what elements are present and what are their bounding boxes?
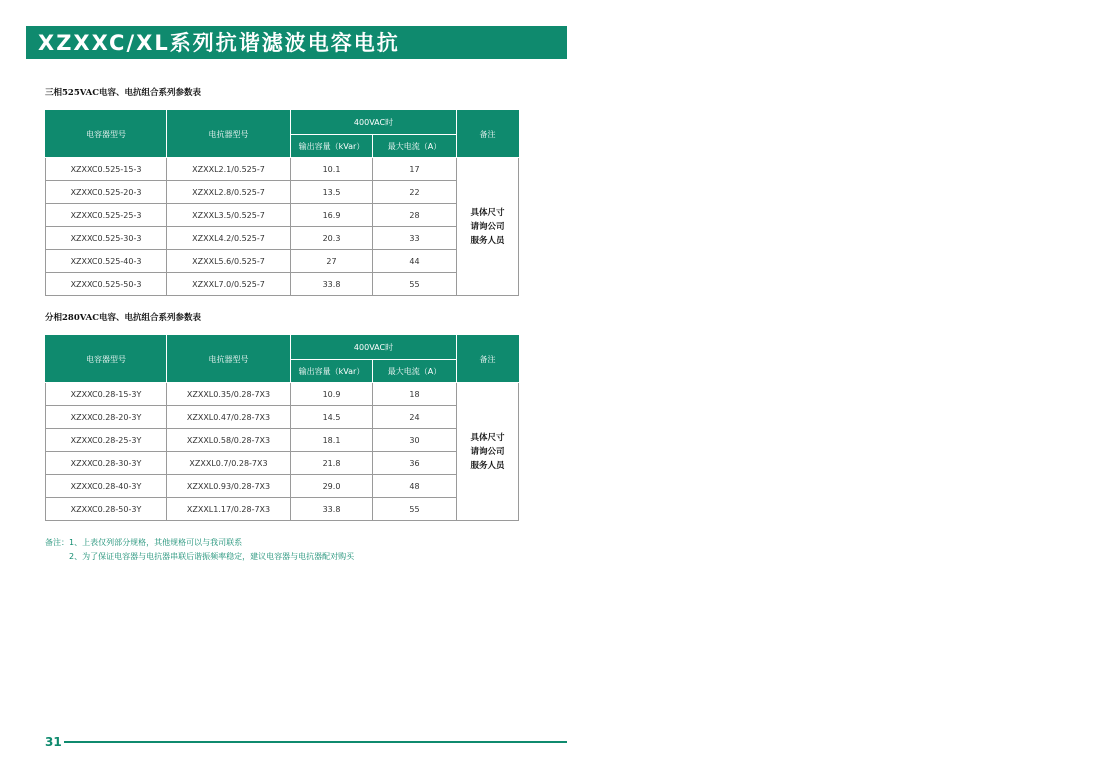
cell-remark: 具体尺寸 请询公司 服务人员 <box>457 158 519 296</box>
cell-max-current: 44 <box>373 250 457 273</box>
cell-capacitor-model: XZXXC0.28-30-3Y <box>46 452 167 475</box>
table-row <box>46 475 519 498</box>
header-voltage-group: 400VAC时 <box>291 111 457 135</box>
cell-max-current: 22 <box>373 181 457 204</box>
cell-max-current: 24 <box>373 406 457 429</box>
table-row <box>46 273 519 296</box>
cell-output-capacity: 13.5 <box>291 181 373 204</box>
cell-output-capacity: 20.3 <box>291 227 373 250</box>
table-row <box>46 383 519 406</box>
cell-max-current: 30 <box>373 429 457 452</box>
cell-reactor-model: XZXXL0.7/0.28-7X3 <box>167 452 291 475</box>
cell-output-capacity: 33.8 <box>291 498 373 521</box>
table-row <box>46 250 519 273</box>
cell-output-capacity: 27 <box>291 250 373 273</box>
cell-remark: 具体尺寸 请询公司 服务人员 <box>457 383 519 521</box>
cell-capacitor-model: XZXXC0.28-50-3Y <box>46 498 167 521</box>
note-line-2: 2、为了保证电容器与电抗器串联后谐振频率稳定，建议电容器与电抗器配对购买 <box>69 552 355 561</box>
table1-525vac <box>45 110 519 296</box>
header-reactor-model: 电抗器型号 <box>167 111 291 158</box>
cell-output-capacity: 16.9 <box>291 204 373 227</box>
footer-rule <box>64 741 567 743</box>
table2-280vac <box>45 335 519 521</box>
cell-output-capacity: 14.5 <box>291 406 373 429</box>
cell-output-capacity: 10.9 <box>291 383 373 406</box>
cell-reactor-model: XZXXL0.35/0.28-7X3 <box>167 383 291 406</box>
header-max-current: 最大电流（A） <box>373 135 457 158</box>
header-reactor-model: 电抗器型号 <box>167 336 291 383</box>
cell-reactor-model: XZXXL0.58/0.28-7X3 <box>167 429 291 452</box>
cell-output-capacity: 18.1 <box>291 429 373 452</box>
cell-max-current: 36 <box>373 452 457 475</box>
header-voltage-group: 400VAC时 <box>291 336 457 360</box>
cell-reactor-model: XZXXL5.6/0.525-7 <box>167 250 291 273</box>
cell-capacitor-model: XZXXC0.28-20-3Y <box>46 406 167 429</box>
table-row <box>46 204 519 227</box>
cell-max-current: 33 <box>373 227 457 250</box>
cell-output-capacity: 33.8 <box>291 273 373 296</box>
cell-capacitor-model: XZXXC0.28-15-3Y <box>46 383 167 406</box>
cell-reactor-model: XZXXL0.47/0.28-7X3 <box>167 406 291 429</box>
cell-max-current: 28 <box>373 204 457 227</box>
table-row <box>46 158 519 181</box>
page-number: 31 <box>45 735 62 749</box>
cell-output-capacity: 21.8 <box>291 452 373 475</box>
cell-reactor-model: XZXXL1.17/0.28-7X3 <box>167 498 291 521</box>
notes <box>45 536 354 564</box>
cell-reactor-model: XZXXL2.1/0.525-7 <box>167 158 291 181</box>
table1-title: 三相525VAC电容、电抗组合系列参数表 <box>45 88 202 98</box>
header-output-capacity: 输出容量（kVar） <box>291 360 373 383</box>
table-row <box>46 452 519 475</box>
header-capacitor-model: 电容器型号 <box>46 336 167 383</box>
cell-max-current: 55 <box>373 498 457 521</box>
cell-capacitor-model: XZXXC0.28-25-3Y <box>46 429 167 452</box>
header-remark: 备注 <box>457 336 519 383</box>
table2-body <box>46 383 519 521</box>
cell-max-current: 18 <box>373 383 457 406</box>
cell-reactor-model: XZXXL2.8/0.525-7 <box>167 181 291 204</box>
cell-capacitor-model: XZXXC0.525-30-3 <box>46 227 167 250</box>
cell-max-current: 48 <box>373 475 457 498</box>
table-row <box>46 498 519 521</box>
cell-max-current: 55 <box>373 273 457 296</box>
cell-output-capacity: 10.1 <box>291 158 373 181</box>
header-capacitor-model: 电容器型号 <box>46 111 167 158</box>
header-max-current: 最大电流（A） <box>373 360 457 383</box>
page-title: XZXXC/XL系列抗谐滤波电容电抗 <box>38 31 400 55</box>
table-row <box>46 429 519 452</box>
cell-reactor-model: XZXXL4.2/0.525-7 <box>167 227 291 250</box>
header-output-capacity: 输出容量（kVar） <box>291 135 373 158</box>
cell-capacitor-model: XZXXC0.525-50-3 <box>46 273 167 296</box>
cell-capacitor-model: XZXXC0.28-40-3Y <box>46 475 167 498</box>
table-row <box>46 227 519 250</box>
cell-max-current: 17 <box>373 158 457 181</box>
note-line-1: 备注：1、上表仅列部分规格，其他规格可以与我司联系 <box>45 538 243 547</box>
cell-reactor-model: XZXXL0.93/0.28-7X3 <box>167 475 291 498</box>
cell-capacitor-model: XZXXC0.525-25-3 <box>46 204 167 227</box>
cell-output-capacity: 29.0 <box>291 475 373 498</box>
table2-title: 分相280VAC电容、电抗组合系列参数表 <box>45 313 202 323</box>
table1-body <box>46 158 519 296</box>
cell-capacitor-model: XZXXC0.525-15-3 <box>46 158 167 181</box>
header-remark: 备注 <box>457 111 519 158</box>
cell-reactor-model: XZXXL7.0/0.525-7 <box>167 273 291 296</box>
cell-reactor-model: XZXXL3.5/0.525-7 <box>167 204 291 227</box>
table-row <box>46 406 519 429</box>
table-row <box>46 181 519 204</box>
cell-capacitor-model: XZXXC0.525-20-3 <box>46 181 167 204</box>
cell-capacitor-model: XZXXC0.525-40-3 <box>46 250 167 273</box>
